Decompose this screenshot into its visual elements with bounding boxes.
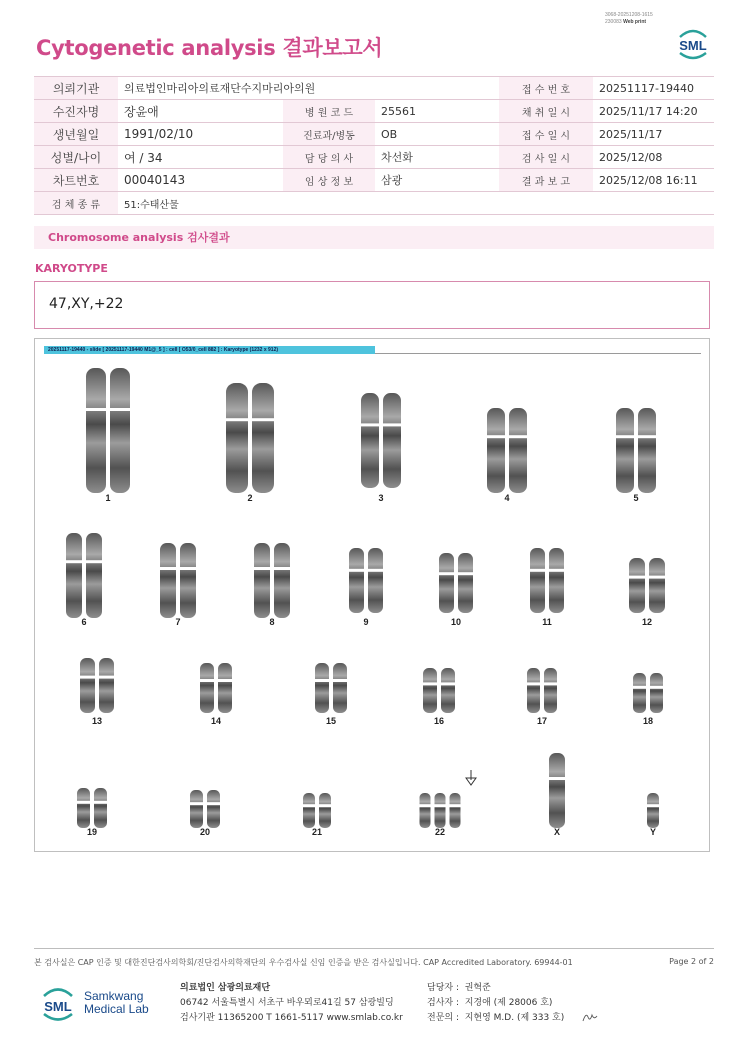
clinical-label: 임 상 정 보 <box>283 169 375 192</box>
staff-person: 지경애 (제 28006 호) <box>464 998 553 1008</box>
chromosome-pair-15 <box>314 663 348 726</box>
receipt-date-value: 2025/11/17 <box>593 123 714 146</box>
chromosome <box>315 663 329 713</box>
dept-value: OB <box>375 123 499 146</box>
chromosome-label: 15 <box>325 716 337 726</box>
receipt-date-label: 접 수 일 시 <box>499 123 593 146</box>
centromere <box>449 804 462 807</box>
staff-person: 지현영 M.D. (제 333 호) <box>464 1013 565 1023</box>
patient-name-value: 장윤애 <box>118 100 283 123</box>
chromosome-pair-13 <box>79 658 115 726</box>
chromosome <box>423 668 437 713</box>
chromosome <box>509 408 527 493</box>
web-print-label: Web print <box>623 19 647 25</box>
centromere <box>548 569 565 572</box>
centromere <box>85 560 103 563</box>
reception-no-value: 20251117-19440 <box>593 77 714 100</box>
chromosome-pair-10 <box>438 553 474 627</box>
centromere <box>615 435 635 438</box>
chromosome-pair-1 <box>85 368 131 503</box>
chromosome-pair-4 <box>486 408 528 503</box>
chromosome-pair-8 <box>253 543 291 627</box>
chromosome-pair-7 <box>159 543 197 627</box>
chromosome-label: 20 <box>199 827 211 837</box>
org-info <box>180 981 403 1026</box>
centromere <box>526 682 541 685</box>
chromosome <box>458 553 473 613</box>
centromere <box>206 802 221 805</box>
hospital-code-label: 병 원 코 드 <box>283 100 375 123</box>
chromosome <box>487 408 505 493</box>
chromosome <box>383 393 401 488</box>
chromosome-label: 14 <box>210 716 222 726</box>
centromere <box>648 576 666 579</box>
chromosome <box>616 408 634 493</box>
chromosome <box>254 543 270 618</box>
chromosome-pair-17 <box>526 668 558 726</box>
centromere <box>98 676 115 679</box>
chromosome <box>200 663 214 713</box>
chromosome-label: 10 <box>450 617 462 627</box>
dob-value: 1991/02/10 <box>118 123 283 146</box>
page-number: Page 2 of 2 <box>669 957 714 966</box>
chromosome <box>368 548 383 613</box>
centromere <box>179 567 197 570</box>
centromere <box>637 435 657 438</box>
centromere <box>438 572 455 575</box>
chromosome-pair-18 <box>632 673 664 726</box>
centromere <box>628 576 646 579</box>
chart-no-label: 차트번호 <box>34 169 118 192</box>
centromere <box>318 804 332 807</box>
test-date-label: 검 사 일 시 <box>499 146 593 169</box>
centromere <box>85 408 107 411</box>
centromere <box>302 804 316 807</box>
chromosome <box>361 393 379 488</box>
report-label: 결 과 보 고 <box>499 169 593 192</box>
chromosome <box>549 548 564 613</box>
print-code-line1: 3068-20251208-1615 <box>605 12 653 18</box>
karyogram-image <box>34 338 710 852</box>
centromere <box>529 569 546 572</box>
chromosome <box>207 790 220 828</box>
chromosome <box>530 548 545 613</box>
centromere <box>109 408 131 411</box>
chromosome <box>180 543 196 618</box>
chromosome-label: 9 <box>363 617 369 627</box>
sml-footer-logo-icon <box>38 982 78 1024</box>
dept-label: 진료과/병동 <box>283 123 375 146</box>
centromere <box>314 679 330 682</box>
accreditation-note: 본 검사실은 CAP 인증 및 대한진단검사의학회/진단검사의학재단의 우수검사실 신임 인증을 받은 검사실입니다. CAP Accredited Laboratory. 69944-01 <box>34 958 573 967</box>
chromosome <box>99 658 114 713</box>
centromere <box>486 435 506 438</box>
sml-logo-icon <box>672 26 714 62</box>
reception-no-label: 접 수 번 호 <box>499 77 593 100</box>
centromere <box>434 804 447 807</box>
collection-value: 2025/11/17 14:20 <box>593 100 714 123</box>
chromosome-label: 7 <box>175 617 181 627</box>
centromere <box>422 682 438 685</box>
chromosome <box>420 793 431 828</box>
centromere <box>273 567 291 570</box>
centromere <box>632 686 647 689</box>
doctor-label: 담 당 의 사 <box>283 146 375 169</box>
specimen-label: 검 체 종 류 <box>34 192 118 215</box>
chromosome-label: 18 <box>642 716 654 726</box>
centromere <box>253 567 271 570</box>
chromosome <box>77 788 90 828</box>
centromere <box>225 418 249 421</box>
chromosome-pair-20 <box>189 790 221 837</box>
chromosome <box>649 558 665 613</box>
chromosome-pair-11 <box>529 548 565 627</box>
chromosome-pair-5 <box>615 408 657 503</box>
chromosome-pair-9 <box>348 548 384 627</box>
requesting-org-value: 의료법인마리아의료재단수지마리아의원 <box>118 77 499 100</box>
chromosome <box>435 793 446 828</box>
patient-name-label: 수진자명 <box>34 100 118 123</box>
staff-row <box>427 1011 564 1026</box>
chromosome-pair-x <box>548 753 566 837</box>
centromere <box>360 423 380 426</box>
chromosome-label: 1 <box>105 493 111 503</box>
centromere <box>65 560 83 563</box>
karyotype-result: 47,XY,+22 <box>34 281 710 329</box>
centromere <box>457 572 474 575</box>
collection-label: 채 취 일 시 <box>499 100 593 123</box>
centromere <box>217 679 233 682</box>
centromere <box>93 801 108 804</box>
centromere <box>159 567 177 570</box>
chromosome <box>450 793 461 828</box>
brand-line1: Samkwang <box>84 989 144 1003</box>
centromere <box>646 804 660 807</box>
chromosome <box>94 788 107 828</box>
dob-label: 생년월일 <box>34 123 118 146</box>
report-title: Cytogenetic analysis 결과보고서 <box>36 36 383 60</box>
chromosome <box>303 793 315 828</box>
chromosome-label: 17 <box>536 716 548 726</box>
chromosome <box>66 533 82 618</box>
specimen-value: 51:수태산물 <box>118 192 714 215</box>
chromosome <box>110 368 130 493</box>
chromosome-pair-19 <box>76 788 108 837</box>
chromosome-label: 3 <box>378 493 384 503</box>
chromosome-pair-16 <box>422 668 456 726</box>
centromere <box>348 569 365 572</box>
centromere <box>76 801 91 804</box>
hospital-code-value: 25561 <box>375 100 499 123</box>
chromosome-pair-y <box>646 793 660 837</box>
chromosome <box>439 553 454 613</box>
chromosome <box>349 548 364 613</box>
chromosome <box>86 533 102 618</box>
requesting-org-label: 의뢰기관 <box>34 77 118 100</box>
centromere <box>382 423 402 426</box>
chromosome <box>527 668 540 713</box>
centromere <box>543 682 558 685</box>
chart-no-value: 00040143 <box>118 169 283 192</box>
staff-row <box>427 981 564 996</box>
chromosome-label: 4 <box>504 493 510 503</box>
chromosome <box>319 793 331 828</box>
karyotype-label: KARYOTYPE <box>35 262 108 275</box>
doctor-value: 차선화 <box>375 146 499 169</box>
centromere <box>548 777 566 780</box>
chromosome <box>333 663 347 713</box>
test-date-value: 2025/12/08 <box>593 146 714 169</box>
chromosome-label: 12 <box>641 617 653 627</box>
chromosome-label: 16 <box>433 716 445 726</box>
staff-role: 검사자 : <box>427 998 459 1008</box>
chromosome-label: 13 <box>91 716 103 726</box>
centromere <box>367 569 384 572</box>
chromosome-label: 22 <box>434 827 446 837</box>
chromosome-pair-14 <box>199 663 233 726</box>
chromosome <box>544 668 557 713</box>
chromosome-label: 21 <box>311 827 323 837</box>
brand-name <box>84 990 149 1016</box>
chromosome <box>638 408 656 493</box>
clinical-value: 삼광 <box>375 169 499 192</box>
chromosome <box>274 543 290 618</box>
chromosome <box>80 658 95 713</box>
report-value: 2025/12/08 16:11 <box>593 169 714 192</box>
section-title: Chromosome analysis 검사결과 <box>34 226 714 249</box>
print-code-line2: 230083 <box>605 19 622 25</box>
chromosome <box>650 673 663 713</box>
org-contact: 검사기관 11365200 T 1661-5117 www.smlab.co.kr <box>180 1013 403 1023</box>
chromosome <box>252 383 274 493</box>
chromosome-pair-12 <box>628 558 666 627</box>
centromere <box>199 679 215 682</box>
brand-line2: Medical Lab <box>84 1002 149 1016</box>
staff-role: 전문의 : <box>427 1013 459 1023</box>
chromosome-pair-21 <box>302 793 332 837</box>
chromosome <box>190 790 203 828</box>
chromosome-label: X <box>553 827 561 837</box>
chromosome <box>647 793 659 828</box>
chromosome-label: 5 <box>633 493 639 503</box>
centromere <box>419 804 432 807</box>
centromere <box>79 676 96 679</box>
centromere <box>251 418 275 421</box>
sex-age-value: 여 / 34 <box>118 146 283 169</box>
footer-rule <box>34 948 714 949</box>
print-code <box>605 12 653 26</box>
chromosome <box>86 368 106 493</box>
centromere <box>649 686 664 689</box>
chromosome-label: 8 <box>269 617 275 627</box>
staff-role: 담당자 : <box>427 983 459 993</box>
chromosome-label: 6 <box>81 617 87 627</box>
chromosome-label: 11 <box>542 617 552 627</box>
chromosome <box>629 558 645 613</box>
chromosome-label: Y <box>649 827 657 837</box>
sml-logo-text: SML <box>679 38 707 53</box>
chromosome-pair-6 <box>65 533 103 627</box>
chromosome-pair-3 <box>360 393 402 503</box>
centromere <box>332 679 348 682</box>
signature-icon <box>582 1011 598 1023</box>
karyogram-caption: 20251117-19440 - slide [ 20251117-19440 M1@_5 ] : cell [ O53/0_cell 882 ] : Karyotype (1232 x 912) <box>44 346 375 354</box>
chromosome <box>226 383 248 493</box>
chromosome <box>549 753 565 828</box>
org-name: 의료법인 삼광의료재단 <box>180 983 271 993</box>
staff-row <box>427 996 564 1011</box>
centromere <box>508 435 528 438</box>
sex-age-label: 성별/나이 <box>34 146 118 169</box>
patient-info-table <box>34 76 714 215</box>
chromosome <box>218 663 232 713</box>
staff-person: 권혁준 <box>464 983 491 993</box>
org-address: 06742 서울특별시 서초구 바우뫼로41길 57 삼광빌딩 <box>180 998 394 1008</box>
trisomy-arrow-icon <box>466 770 476 785</box>
chromosome <box>441 668 455 713</box>
chromosome <box>160 543 176 618</box>
chromosome <box>633 673 646 713</box>
staff-list <box>427 981 564 1026</box>
chromosome-label: 2 <box>247 493 253 503</box>
chromosome-pair-2 <box>225 383 275 503</box>
chromosome-pair-22 <box>419 793 462 837</box>
footer-logo-text: SML <box>44 999 72 1014</box>
centromere <box>189 802 204 805</box>
centromere <box>440 682 456 685</box>
chromosome-label: 19 <box>86 827 98 837</box>
